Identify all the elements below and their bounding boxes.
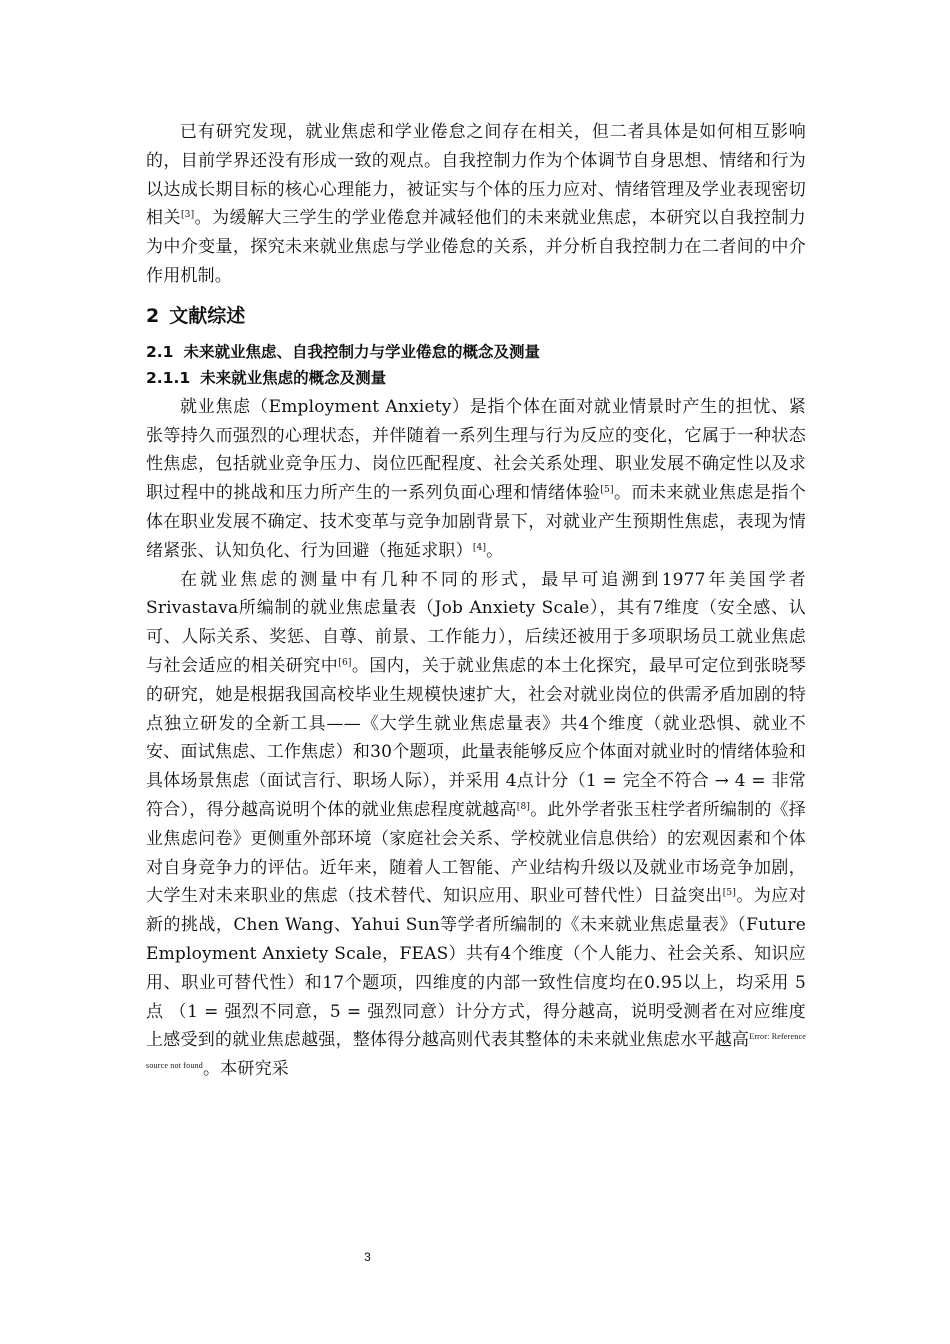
section-number: 2.1: [146, 342, 174, 361]
section-heading-2-1: [146, 339, 806, 365]
paragraph-measurement: [146, 566, 806, 1084]
section-number: 2: [146, 304, 160, 327]
citation[interactable]: [5]: [600, 485, 614, 496]
text: 。为缓解大三学生的学业倦怠并减轻他们的未来就业焦虑，本研究以自我控制力为中介变量，探究未来就业焦虑与学业倦怠的关系，并分析自我控制力在二者间的中介作用机制。: [146, 208, 806, 286]
text: 。国内，关于就业焦虑的本土化探究，最早可定位到张晓琴的研究，她是根据我国高校毕业生规模快速扩大，社会对就业岗位的供需矛盾加剧的特点独立研发的全新工具——《大学生就业焦虑量表》共4个维度（就业恐惧、就业不安、面试焦虑、工作焦虑）和30个题项，此量表能够反应个体面对就业时的情绪体验和具体场景焦虑（面试言行、职场人际），并采用 4点计分（1 = 完全不符合 → 4 = 非常符合），得分越高说明个体的就业焦虑程度就越高: [146, 655, 806, 820]
section-title: 文献综述: [169, 304, 246, 327]
text: 已有研究发现，就业焦虑和学业倦怠之间存在相关，但二者具体是如何相互影响的，目前学界还没有形成一致的观点。自我控制力作为个体调节自身思想、情绪和行为以达成长期目标的核心心理能力，被证实与个体的压力应对、情绪管理及学业表现密切相关: [146, 122, 806, 229]
text: 。而未来就业焦虑是指个体在职业发展不确定、技术变革与竞争加剧背景下，对就业产生预期性焦虑，表现为情绪紧张、认知负化、行为回避（拖延求职）: [146, 483, 806, 561]
paragraph-employment-anxiety: [146, 393, 806, 566]
citation[interactable]: [4]: [472, 542, 487, 553]
text: 。本研究采: [202, 1059, 289, 1080]
text: 就业焦虑（Employment Anxiety）是指个体在面对就业情景时产生的担忧、紧张等持久而强烈的心理状态，并伴随着一系列生理与行为反应的变化，它属于一种状态性焦虑，包括就业竞争压力、岗位匹配程度、社会关系处理、职业发展不确定性以及求职过程中的挑战和压力所产生的一系列负面心理和情绪体验: [146, 396, 806, 504]
text: 在就业焦虑的测量中有几种不同的形式，最早可追溯到1977年美国学者Srivastava所编制的就业焦虑量表（Job Anxiety Scale），其有7维度（安全感、认可、人际关系、奖惩、自尊、前景、工作能力），后续还被用于多项职场员工就业焦虑与社会适应的相关研究中: [146, 569, 806, 676]
section-heading-2-1-1: [146, 365, 806, 391]
section-number: 2.1.1: [146, 368, 191, 387]
citation[interactable]: [6]: [338, 657, 352, 668]
section-heading-2: [146, 301, 806, 331]
document-page: [146, 118, 806, 1084]
citation[interactable]: [3]: [180, 210, 195, 221]
citation[interactable]: [8]: [516, 801, 531, 812]
text: 。此外学者张玉柱学者所编制的《择业焦虑问卷》更侧重外部环境（家庭社会关系、学校就业信息供给）的宏观因素和个体对自身竞争力的评估。近年来，随着人工智能、产业结构升级以及就业市场竞争加剧，大学生对未来职业的焦虑（技术替代、知识应用、职业可替代性）日益突出: [146, 799, 807, 907]
text: 。为应对新的挑战，Chen Wang、Yahui Sun等学者所编制的《未来就业焦虑量表》（Future Employment Anxiety Scale，FEAS）共有4个维度（个人能力、社会关系、知识应用、职业可替代性）和17个题项，四维度的内部一致性信度均在0.95以上，均采用 5点 （1 = 强烈不同意，5 = 强烈同意）计分方式，得分越高，说明受测者在对应维度上感受到的就业焦虑越强，整体得分越高则代表其整体的未来就业焦虑水平越高: [146, 886, 806, 1051]
section-title: 未来就业焦虑的概念及测量: [200, 368, 387, 387]
reference-error: Error: Reference source not found: [146, 1032, 806, 1071]
page-number: 3: [364, 1250, 371, 1264]
citation[interactable]: [5]: [722, 888, 737, 899]
section-title: 未来就业焦虑、自我控制力与学业倦怠的概念及测量: [183, 342, 540, 361]
text: 。: [486, 540, 504, 561]
paragraph-intro: [146, 118, 806, 291]
